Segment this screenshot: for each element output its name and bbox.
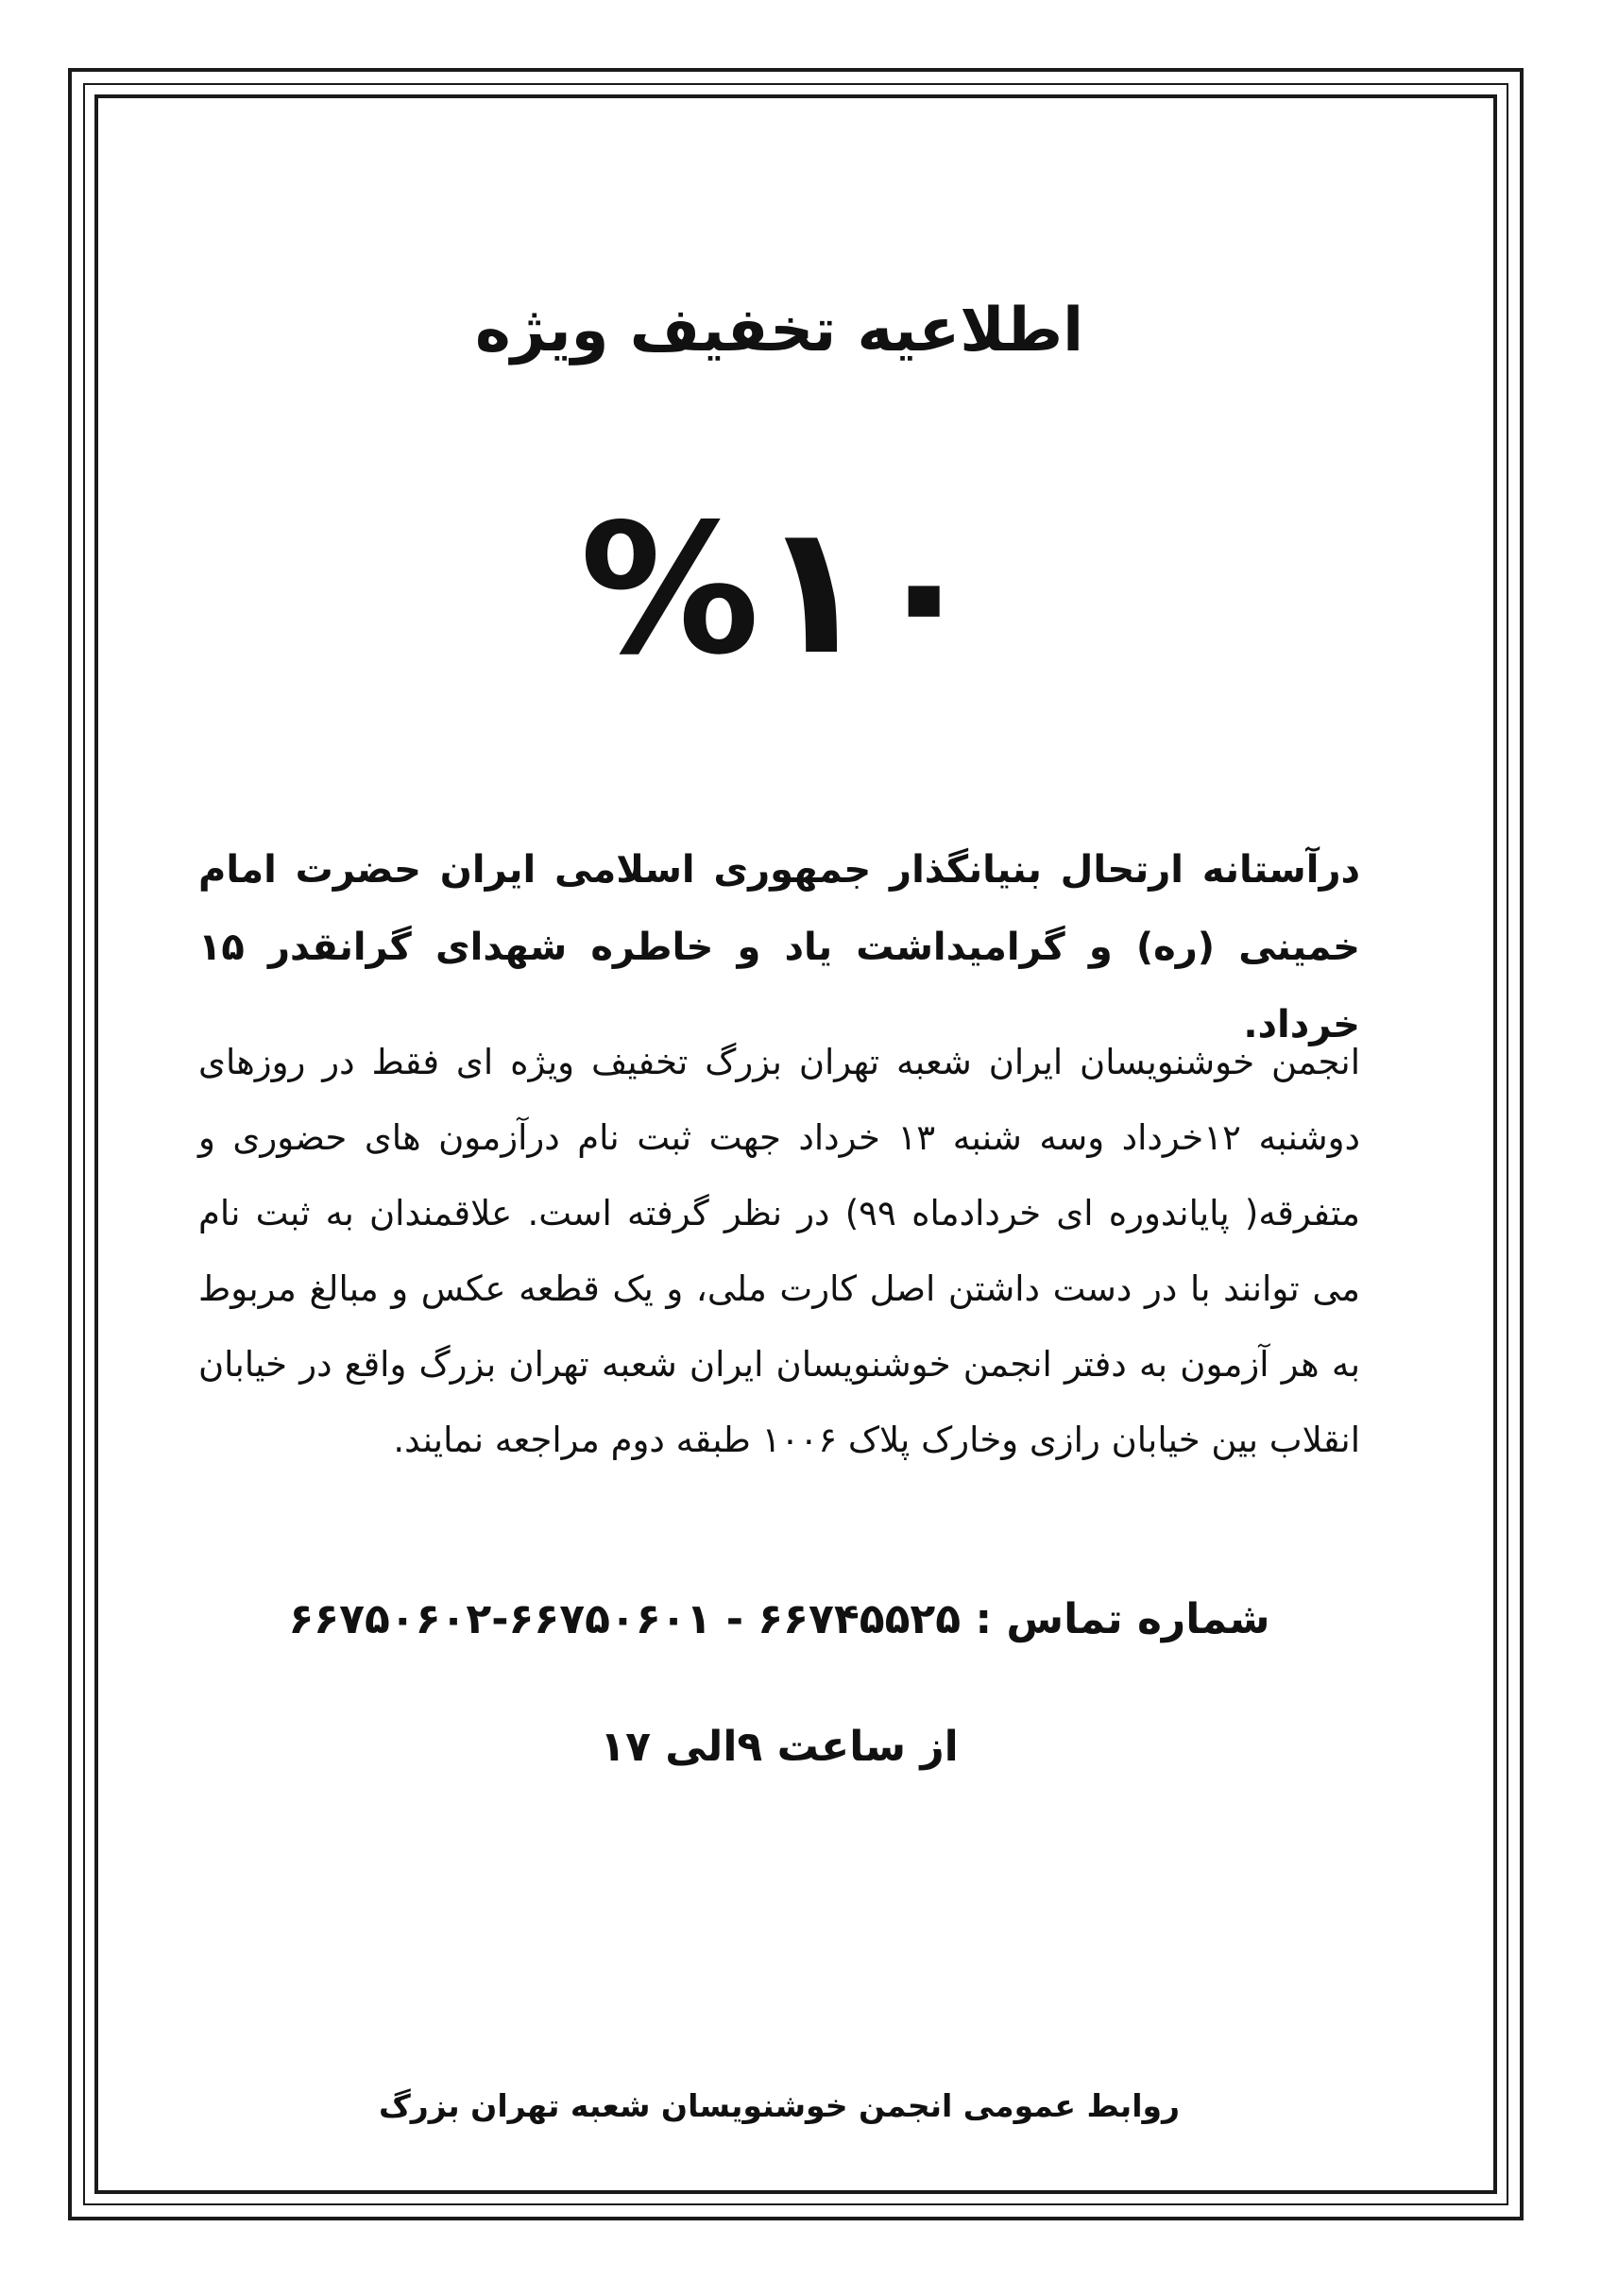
notice-title: اطلاعیه تخفیف ویژه (475, 296, 1083, 366)
details-paragraph: انجمن خوشنویسان ایران شعبه تهران بزرگ تخفیف ویژه ای فقط در روزهای دوشنبه ۱۲خرداد وسه شنبه ۱۳ خرداد جهت ثبت نام درآزمون های حضوری و متفرقه( پایاندوره ای خردادماه ۹۹) در نظر گرفته است. علاقمندان به ثبت نام می توانند با در دست داشتن اصل کارت ملی، و یک قطعه عکس و مبالغ مربوط به هر آزمون به دفتر انجمن خوشنویسان ایران شعبه تهران بزرگ واقع در خیابان انقلاب بین خیابان رازی وخارک پلاک ۱۰۰۶ طبقه دوم مراجعه نمایند. (198, 1042, 1360, 1460)
notice-content (198, 0, 1360, 2296)
issuer-signature: روابط عمومی انجمن خوشنویسان شعبه تهران بزرگ (378, 2087, 1181, 2124)
discount-percentage: %۱۰ (579, 485, 979, 694)
office-hours: از ساعت ۹الی ۱۷ (600, 1723, 959, 1771)
contact-phone-numbers: شماره تماس : ۶۶۷۴۵۵۲۵ - ۶۶۷۵۰۶۰۱-۶۶۷۵۰۶۰۲ (288, 1595, 1270, 1643)
occasion-paragraph: درآستانه ارتحال بنیانگذار جمهوری اسلامی ایران حضرت امام خمینی (ره) و گرامیداشت یاد و خاطره شهدای گرانقدر ۱۵ خرداد. (198, 848, 1360, 1046)
